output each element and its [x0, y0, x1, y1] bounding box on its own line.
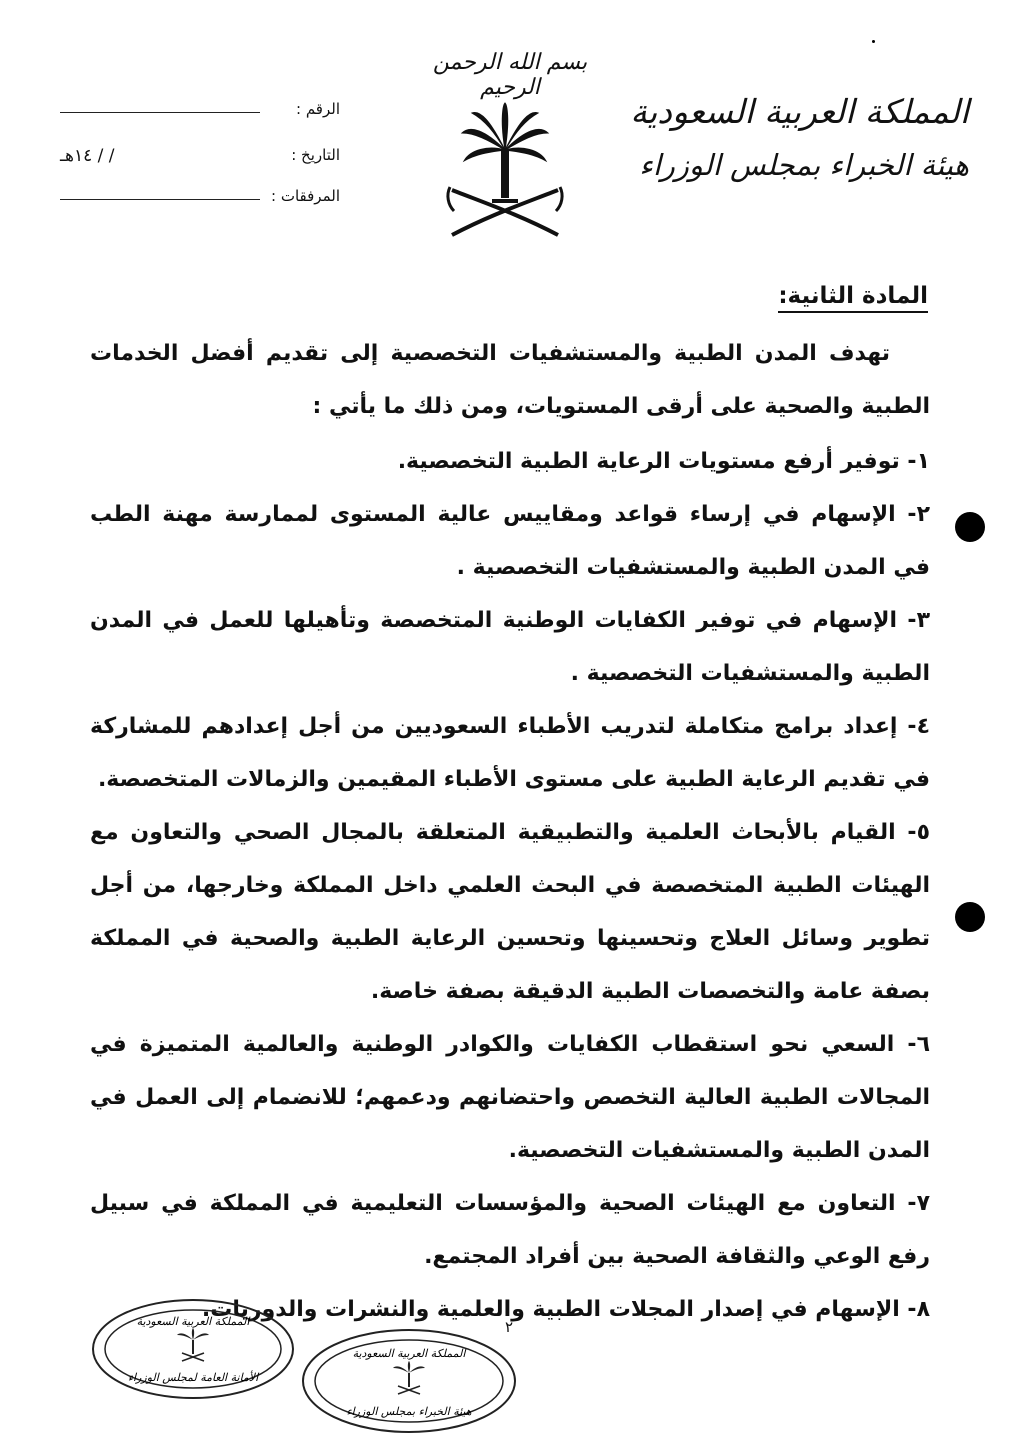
- basmala: بسم الله الرحمن الرحيم: [432, 50, 588, 100]
- article-heading: المادة الثانية:: [778, 283, 928, 313]
- official-seal: [298, 1325, 520, 1437]
- list-item: ٤- إعداد برامج متكاملة لتدريب الأطباء السعوديين من أجل إعدادهم للمشاركة في تقديم الرعاية الطبية على مستوى الأطباء المقيمين والزمالات المتخصصة.: [90, 714, 930, 792]
- seal-emblem-icon: [393, 1361, 425, 1394]
- punch-hole: [955, 902, 985, 932]
- seal-text-bottom: الأمانة العامة لمجلس الوزراء: [127, 1371, 259, 1384]
- list-item: ٢- الإسهام في إرساء قواعد ومقاييس عالية المستوى لممارسة مهنة الطب في المدن الطبية والمستشفيات التخصصية .: [90, 502, 930, 580]
- reference-line: [60, 112, 260, 113]
- date-field: [60, 146, 340, 170]
- intro-paragraph: تهدف المدن الطبية والمستشفيات التخصصية إلى تقديم أفضل الخدمات الطبية والصحية على أرقى المستويات، ومن ذلك ما يأتي :: [90, 341, 930, 419]
- list-item: ٧- التعاون مع الهيئات الصحية والمؤسسات التعليمية في المملكة في سبيل رفع الوعي والثقافة الصحية بين أفراد المجتمع.: [90, 1191, 930, 1269]
- org-subname: هيئة الخبراء بمجلس الوزراء: [639, 148, 969, 182]
- attachments-field: [60, 187, 340, 211]
- scan-speck: [872, 40, 875, 43]
- punch-hole: [955, 512, 985, 542]
- list-item: ٦- السعي نحو استقطاب الكفايات والكوادر الوطنية والعالمية المتميزة في المجالات الطبية العالية التخصص واحتضانهم ودعمهم؛ للانضمام إلى العمل في المدن الطبية والمستشفيات التخصصية.: [90, 1032, 930, 1163]
- article-list: [90, 435, 930, 1336]
- attachments-label: المرفقات :: [271, 187, 340, 205]
- date-value: / / ١٤هـ: [60, 146, 115, 166]
- reference-label: الرقم :: [296, 100, 340, 118]
- saudi-emblem-icon: [440, 95, 570, 245]
- list-item: ١- توفير أرفع مستويات الرعاية الطبية التخصصية.: [397, 449, 930, 474]
- seal-text-bottom: هيئة الخبراء بمجلس الوزراء: [346, 1405, 472, 1418]
- seal-text-top: المملكة العربية السعودية: [352, 1347, 466, 1360]
- list-item: ٥- القيام بالأبحاث العلمية والتطبيقية المتعلقة بالمجال الصحي والتعاون مع الهيئات الطبية المتخصصة في البحث العلمي داخل المملكة وخارجها، من أجل تطوير وسائل العلاج وتحسينها وتحسين الرعاية الطبية والصحية في المملكة بصفة عامة والتخصصات الطبية الدقيقة بصفة خاصة.: [90, 820, 930, 1004]
- attachments-line: [60, 199, 260, 200]
- seal-text-top: المملكة العربية السعودية: [136, 1315, 250, 1328]
- official-seal: [88, 1295, 298, 1403]
- date-label: التاريخ :: [291, 146, 340, 164]
- seal-emblem-icon: [177, 1328, 209, 1361]
- org-name: المملكة العربية السعودية: [630, 92, 969, 131]
- list-item: ٣- الإسهام في توفير الكفايات الوطنية المتخصصة وتأهيلها للعمل في المدن الطبية والمستشفيات التخصصية .: [90, 608, 930, 686]
- reference-field: [60, 100, 340, 124]
- page-number: ٢: [505, 1318, 514, 1336]
- list-item: ٨- الإسهام في إصدار المجلات الطبية والعلمية والنشرات والدوريات.: [201, 1297, 930, 1322]
